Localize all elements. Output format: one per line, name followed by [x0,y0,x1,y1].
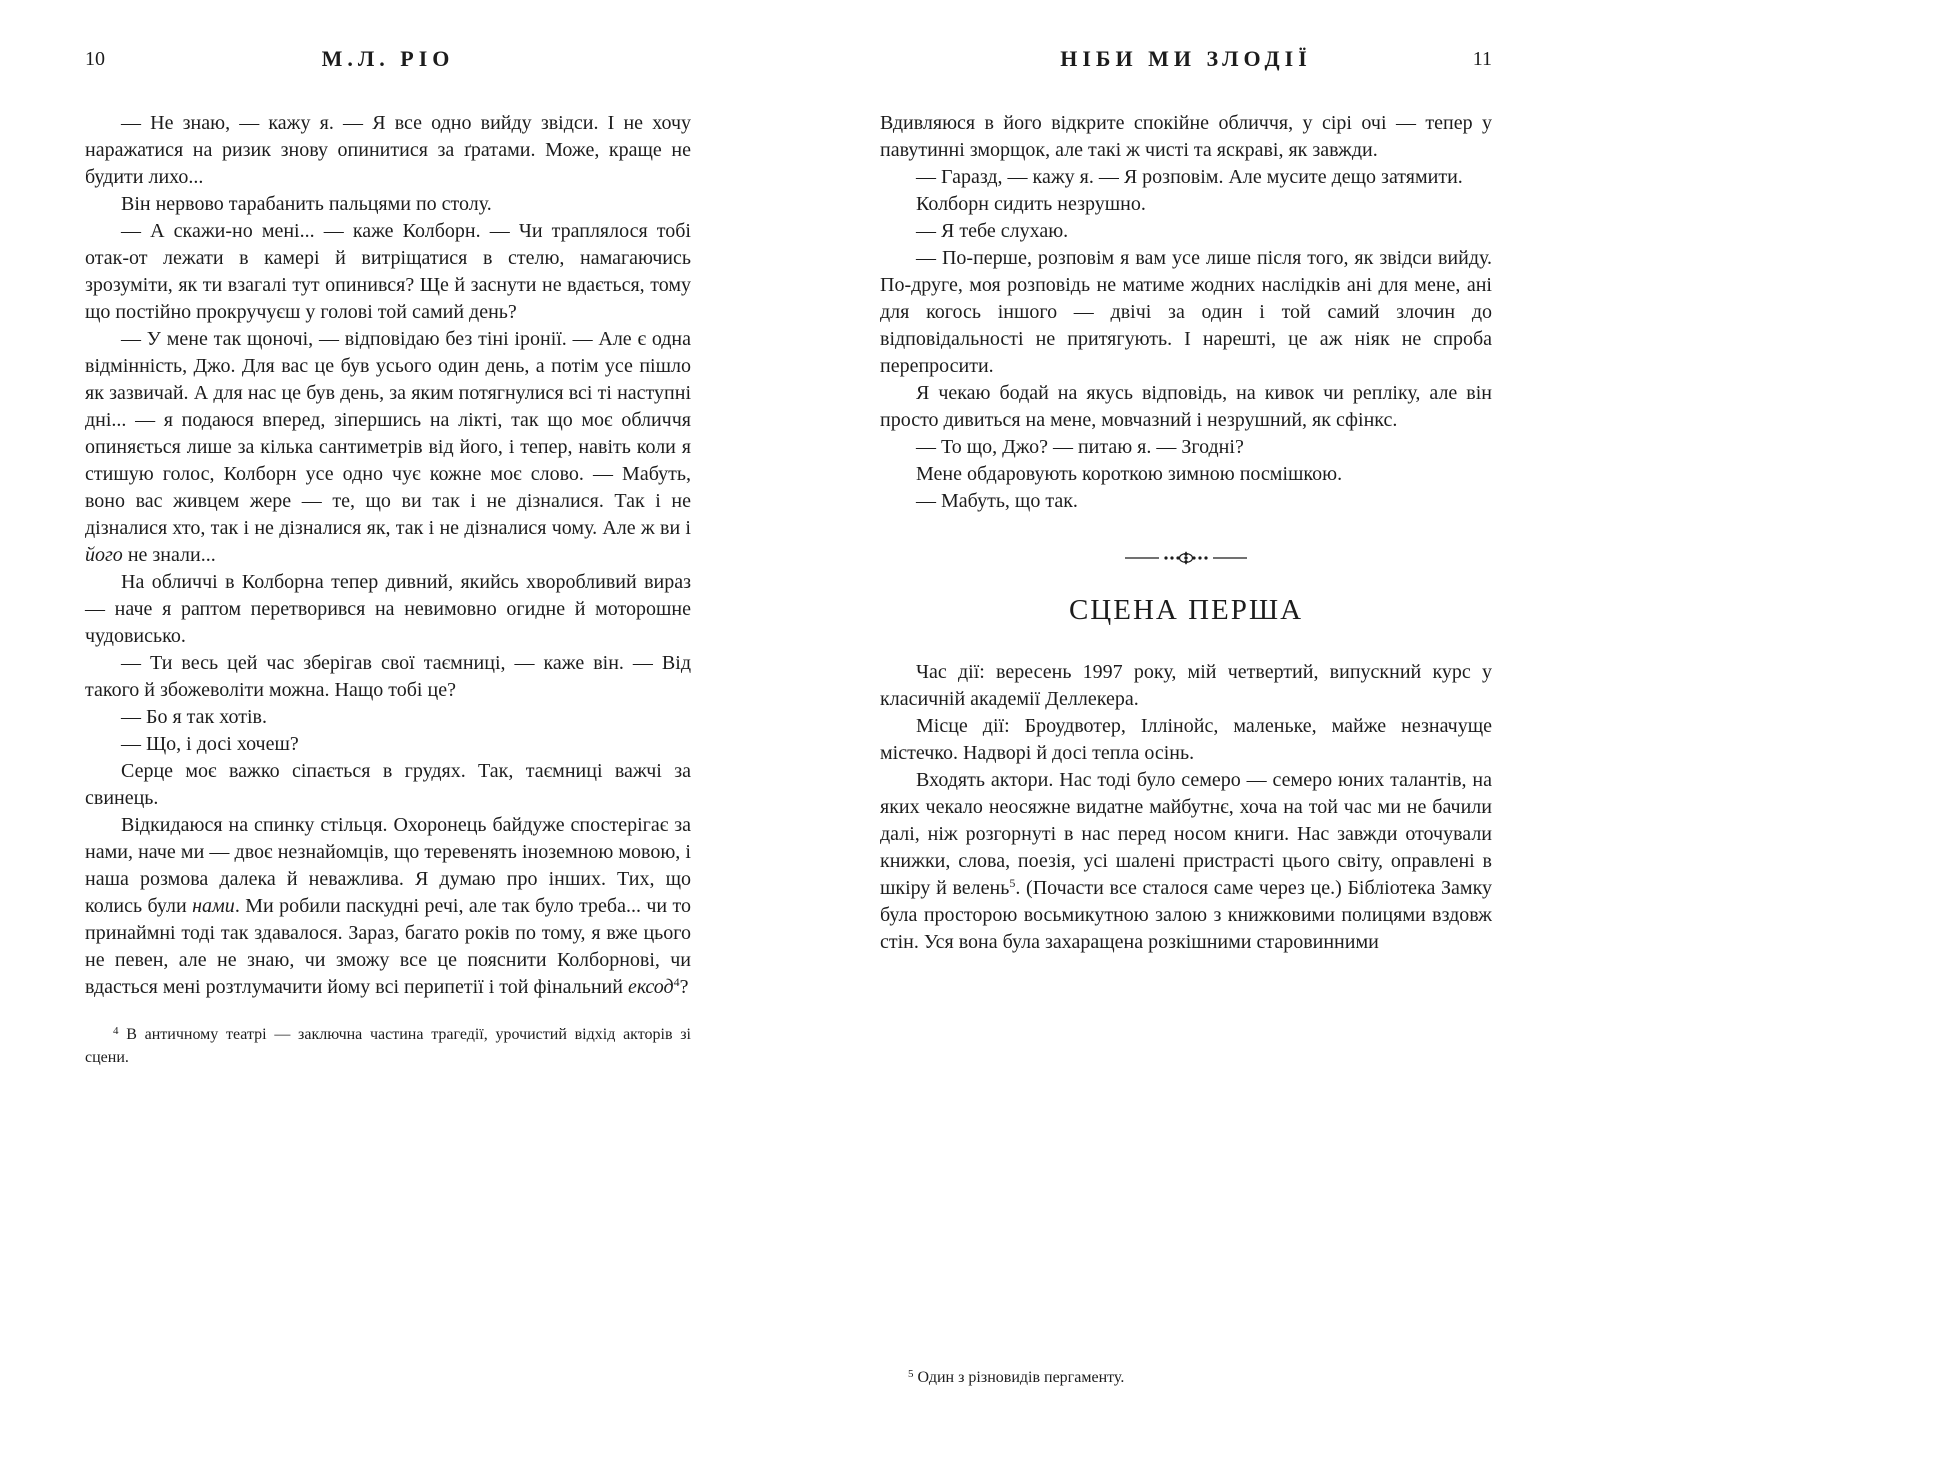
paragraph: — А скажи-но мені... — каже Колборн. — Чи траплялося тобі отак-от лежати в камері й витріщатися в стелю, намагаючись зрозуміти, як ти взагалі тут опинився? Ще й заснути не вдається, тому що постійно прокручуєш у голові той самий день? [85,220,691,323]
paragraph: — Гаразд, — кажу я. — Я розповім. Але мусите дещо затямити. [916,166,1463,188]
fleuron-divider-icon [1125,550,1247,566]
paragraph: Я чекаю бодай на якусь відповідь, на кивок чи репліку, але він просто дивиться на мене, мовчазний і незрушний, як сфінкс. [880,382,1492,431]
running-head-right [880,44,1492,74]
paragraph: — Мабуть, що так. [916,490,1078,512]
paragraph: Місце дії: Броудвотер, Іллінойс, маленьке, майже незначуще містечко. Надворі й досі тепла осінь. [880,715,1492,764]
paragraph: Відкидаюся на спинку стільця. Охоронець байдуже спостерігає за нами, наче ми — двоє незнайомців, що теревенять іноземною мовою, і наша розмова далека й неважлива. Я думаю про інших. Тих, що колись були нами. Ми робили паскудні речі, але так було треба... чи то принаймні тоді так здавалося. Зараз, багато років по тому, я вже цього не певен, але не знаю, чи зможу все це пояснити Колборнові, чи вдасться мені розтлумачити йому всі перипетії і той фінальний ексод$^4$? [85,814,691,998]
page-right [880,44,1492,1424]
paragraph: — Не знаю, — кажу я. — Я все одно вийду звідси. І не хочу наражатися на ризик знову опинитися за ґратами. Може, краще не будити лихо... [85,112,691,188]
footnotes-right [880,1366,1492,1389]
paragraph: Входять актори. Нас тоді було семеро — семеро юних талантів, на яких чекало неосяжне видатне майбутнє, хоча на той час ми не бачили далі, ніж розгорнуті в нас перед носом книги. Нас завжди оточували книжки, слова, поезія, усі шалені пристрасті цього світу, оправлені в шкіру й велень$^5$. (Почасти все сталося саме через це.) Бібліотека Замку була просторою восьмикутною залою з книжковими полицями вздовж стін. Уся вона була захаращена розкішними старовинними [880,769,1493,953]
body-text-right-bottom [880,659,1492,956]
paragraph: — Що, і досі хочеш? [121,733,299,755]
paragraph: — То що, Джо? — питаю я. — Згодні? [916,436,1244,458]
page-left [85,44,691,1424]
running-head-left [85,44,691,74]
author-running-title: М.Л. РІО [321,46,455,71]
section-divider [880,549,1492,567]
paragraph: Вдивляюся в його відкрите спокійне обличчя, у сірі очі — тепер у павутинні зморщок, але такі ж чисті та яскраві, як завжди. [880,112,1492,161]
paragraph: Він нервово тарабанить пальцями по столу. [121,193,492,215]
paragraph: — Ти весь цей час зберігав свої таємниці, — каже він. — Від такого й збожеволіти можна. Нащо тобі це? [85,652,691,701]
paragraph: Мене обдаровують короткою зимною посмішкою. [916,463,1343,485]
page-number-left: 10 [85,48,105,70]
paragraph: Колборн сидить незрушно. [916,193,1146,215]
footnote: $^4$ В античному театрі — заключна частина трагедії, урочистий відхід акторів зі сцени. [85,1025,691,1066]
paragraph: Час дії: вересень 1997 року, мій четвертий, випускний курс у класичній академії Деллекера. [880,661,1492,710]
scene-heading: СЦЕНА ПЕРША [1068,594,1304,626]
paragraph: — Бо я так хотів. [121,706,267,728]
paragraph: На обличчі в Колборна тепер дивний, якийсь хворобливий вираз — наче я раптом перетворився на невимовно огидне й моторошне чудовисько. [85,571,691,647]
body-text-right-top [880,110,1492,515]
paragraph: — У мене так щоночі, — відповідаю без тіні іронії. — Але є одна відмінність, Джо. Для вас це був усього один день, а потім усе пішло як зазвичай. А для нас це був день, за яким потягнулися всі ті наступні дні... — я подаюся вперед, зіпершись на лікті, так що моє обличчя опиняється лише за кілька сантиметрів від його, і тепер, навіть коли я стишую голос, Колборн усе одно чує кожне моє слово. — Мабуть, воно вас живцем жере — те, що ви так і не дізналися. Так і не дізналися хто, так і не дізналися як, так і не дізналися чому. Але ж ви і його не знали... [85,328,691,566]
paragraph: — По-перше, розповім я вам усе лише після того, як звідси вийду. По-друге, моя розповідь не матиме жодних наслідків ані для мене, ані для когось іншого — двічі за один і той самий злочин до відповідальності не притягують. І нарешті, це аж ніяк не спроба перепросити. [880,247,1492,377]
book-running-title: НІБИ МИ ЗЛОДІЇ [1060,46,1312,71]
footnote: $^5$ Один з різновидів пергаменту. [908,1368,1125,1386]
body-text-left [85,110,691,1001]
page-number-right: 11 [1472,48,1492,70]
paragraph: — Я тебе слухаю. [916,220,1069,242]
paragraph: Серце моє важко сіпається в грудях. Так, таємниці важчі за свинець. [85,760,691,809]
footnotes-left [85,1023,691,1069]
